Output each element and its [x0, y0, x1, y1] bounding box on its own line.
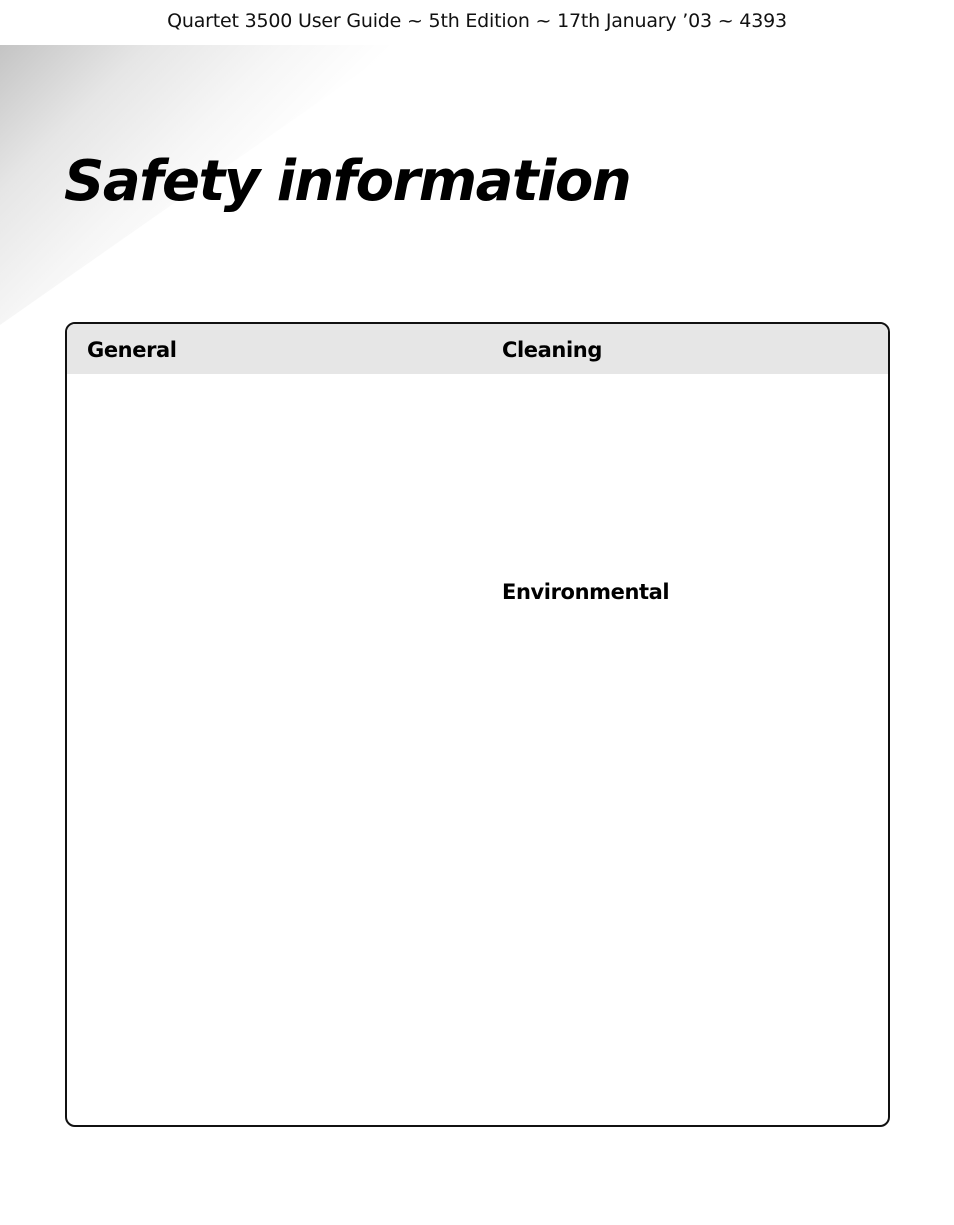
box-header-bar: [67, 324, 888, 374]
page-title: Safety information: [64, 149, 631, 214]
section-heading-cleaning: Cleaning: [502, 338, 602, 362]
running-header: Quartet 3500 User Guide ~ 5th Edition ~ 17th January ’03 ~ 4393: [167, 10, 787, 32]
section-heading-environmental: Environmental: [502, 580, 670, 604]
section-heading-general: General: [87, 338, 177, 362]
safety-info-box: [65, 322, 890, 1127]
